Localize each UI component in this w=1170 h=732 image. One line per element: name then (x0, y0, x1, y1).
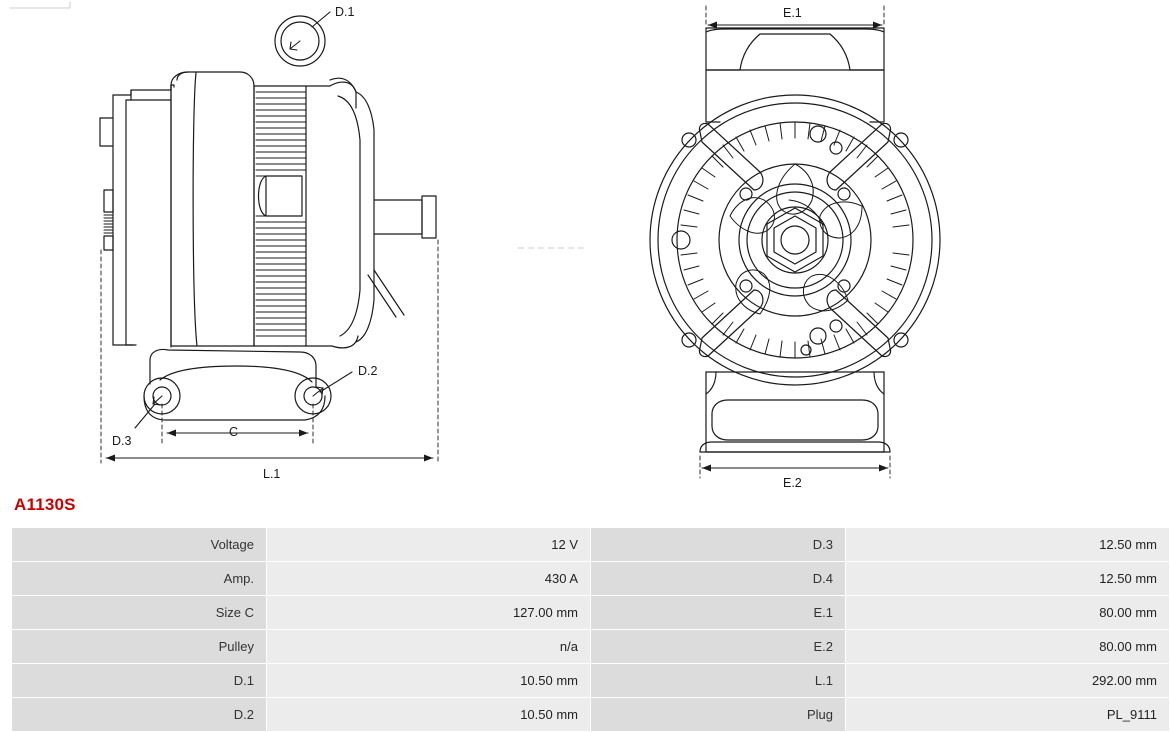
callout-label-d1: D.1 (335, 5, 355, 19)
table-row (12, 664, 1170, 698)
table-row (12, 562, 1170, 596)
spec-value: 12.50 mm (846, 562, 1170, 596)
spec-value: 12 V (267, 528, 591, 562)
spec-value: 127.00 mm (267, 596, 591, 630)
spec-value: 80.00 mm (846, 596, 1170, 630)
spec-label: L.1 (591, 664, 846, 698)
dimension-label-l1: L.1 (263, 467, 281, 481)
spec-value: 292.00 mm (846, 664, 1170, 698)
spec-label: D.1 (12, 664, 267, 698)
spec-label: Voltage (12, 528, 267, 562)
spec-value: 12.50 mm (846, 528, 1170, 562)
dimension-label-e1: E.1 (783, 6, 802, 20)
spec-label: Plug (591, 698, 846, 732)
front-view-group (650, 6, 940, 478)
spec-value: 430 A (267, 562, 591, 596)
corner-marker (10, 2, 70, 8)
table-row (12, 596, 1170, 630)
table-row (12, 698, 1170, 732)
spec-label: Amp. (12, 562, 267, 596)
part-number-heading: A1130S (14, 495, 76, 514)
spec-value: 10.50 mm (267, 698, 591, 732)
callout-label-d2: D.2 (358, 364, 378, 378)
spec-value: 80.00 mm (846, 630, 1170, 664)
table-row (12, 528, 1170, 562)
spec-value: PL_9111 (846, 698, 1170, 732)
spec-value: 10.50 mm (267, 664, 591, 698)
specifications-table (11, 527, 1170, 732)
table-row (12, 630, 1170, 664)
spec-label: D.4 (591, 562, 846, 596)
spec-value: n/a (267, 630, 591, 664)
dimension-label-c: C (229, 425, 239, 439)
spec-label: E.1 (591, 596, 846, 630)
spec-label: Pulley (12, 630, 267, 664)
callout-label-d3: D.3 (112, 434, 132, 448)
cooling-slots (681, 122, 909, 358)
spec-label: D.3 (591, 528, 846, 562)
side-view-group (100, 12, 584, 463)
spec-label: Size C (12, 596, 267, 630)
spec-label: D.2 (12, 698, 267, 732)
dimension-label-e2: E.2 (783, 476, 802, 490)
spec-label: E.2 (591, 630, 846, 664)
